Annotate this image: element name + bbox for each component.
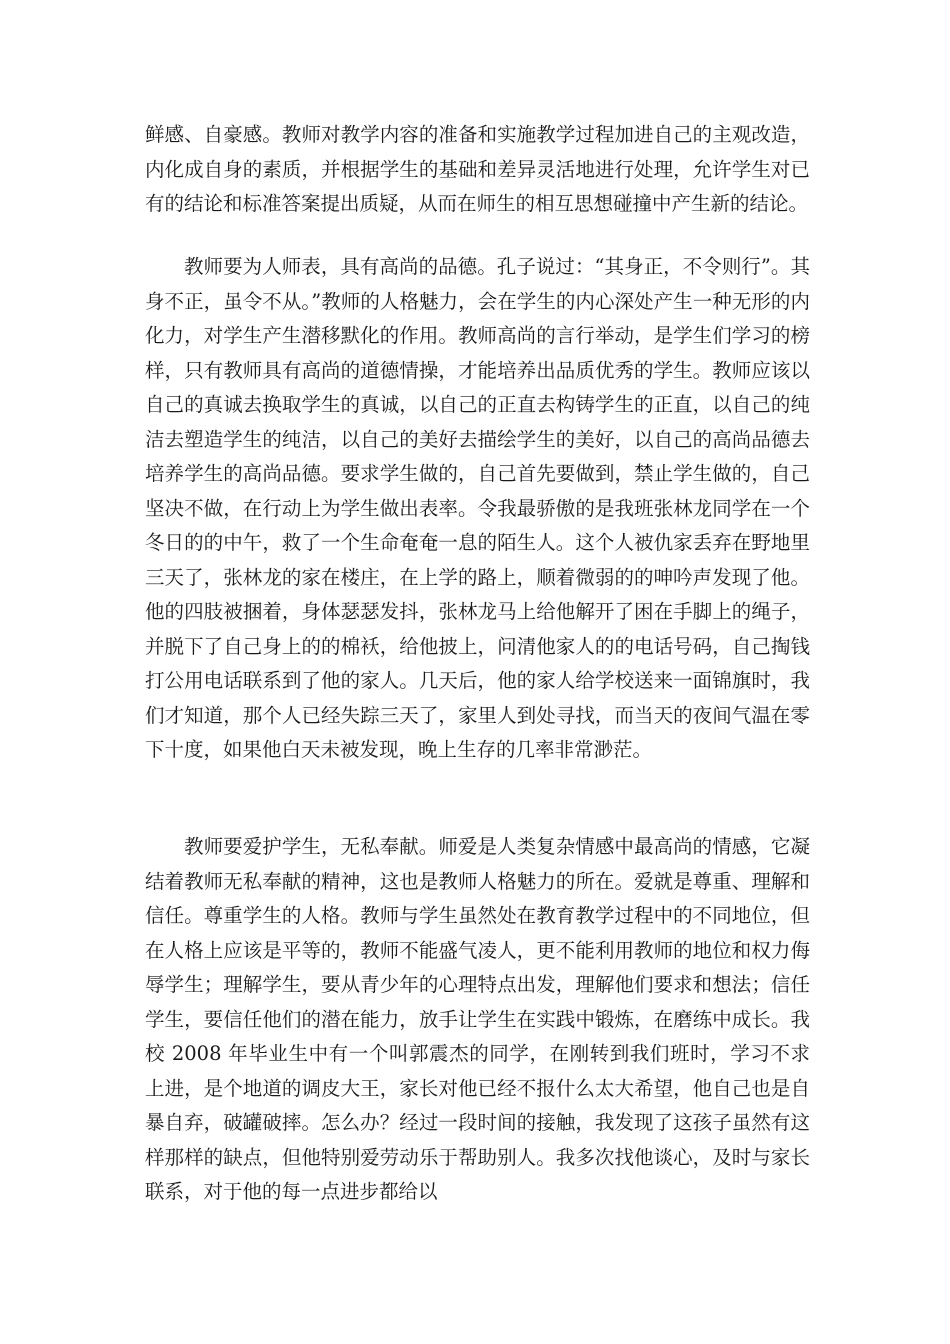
paragraph-3: 教师要爱护学生，无私奉献。师爱是人类复杂情感中最高尚的情感，它凝结着教师无私奉献的精神，这也是教师人格魅力的所在。爱就是尊重、理解和信任。尊重学生的人格。教师与学生虽然处在教育教学过程中的不同地位，但在人格上应该是平等的，教师不能盛气凌人，更不能利用教师的地位和权力侮辱学生；理解学生，要从青少年的心理特点出发，理解他们要求和想法；信任学生，要信任他们的潜在能力，放手让学生在实践中锻炼，在磨练中成长。我校 2008 年毕业生中有一个叫郭震杰的同学，在刚转到我们班时，学习不求上进，是个地道的调皮大王，家长对他已经不报什么太大希望，他自己也是自暴自弃，破罐破摔。怎么办？经过一段时间的接触，我发现了这孩子虽然有这样那样的缺点，但他特别爱劳动乐于帮助别人。我多次找他谈心，及时与家长联系，对于他的每一点进步都给以 bbox=[145, 835, 810, 1203]
paragraph-1: 鲜感、自豪感。教师对教学内容的准备和实施教学过程加进自己的主观改造，内化成自身的素质，并根据学生的基础和差异灵活地进行处理，允许学生对已有的结论和标准答案提出质疑，从而在师生的相互思想碰撞中产生新的结论。 bbox=[145, 123, 810, 215]
paragraph-2: 教师要为人师表，具有高尚的品德。孔子说过：“其身正，不令则行”。其身不正，虽令不从。”教师的人格魅力，会在学生的内心深处产生一种无形的内化力，对学生产生潜移默化的作用。教师高尚的言行举动，是学生们学习的榜样，只有教师具有高尚的道德情操，才能培养出品质优秀的学生。教师应该以自己的真诚去换取学生的真诚，以自己的正直去构铸学生的正直，以自己的纯洁去塑造学生的纯洁，以自己的美好去描绘学生的美好，以自己的高尚品德去培养学生的高尚品德。要求学生做的，自己首先要做到，禁止学生做的，自己坚决不做，在行动上为学生做出表率。令我最骄傲的是我班张林龙同学在一个冬日的的中午，救了一个生命奄奄一息的陌生人。这个人被仇家丢弃在野地里三天了，张林龙的家在楼庄，在上学的路上，顺着微弱的的呻吟声发现了他。他的四肢被捆着，身体瑟瑟发抖，张林龙马上给他解开了困在手脚上的绳子，并脱下了自己身上的的棉袄，给他披上，问清他家人的的电话号码，自己掏钱打公用电话联系到了他的家人。几天后，他的家人给学校送来一面锦旗时，我们才知道，那个人已经失踪三天了，家里人到处寻找，而当天的夜间气温在零下十度，如果他白天未被发现，晚上生存的几率非常渺茫。 bbox=[145, 255, 810, 761]
